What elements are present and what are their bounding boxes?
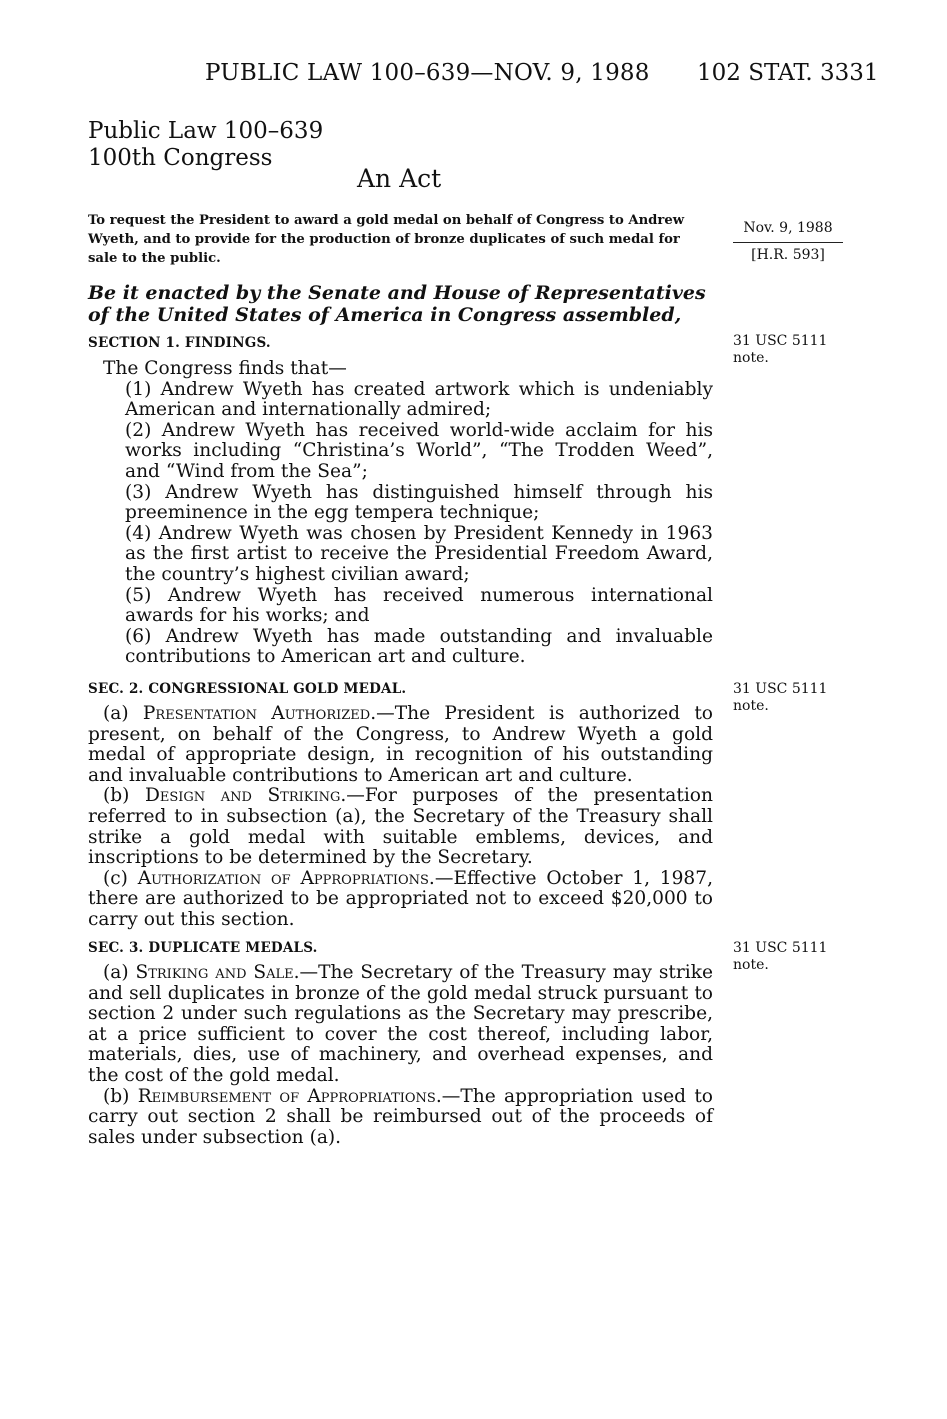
subsection-3b-text: —The appropriation used to carry out section 2 shall be reimbursed out of the proceeds of sales under subsection (a). [88, 1085, 713, 1148]
subsection-2a [88, 704, 713, 786]
section3-heading: SEC. 3. DUPLICATE MEDALS. [88, 940, 318, 956]
subsection-2b-text: —For purposes of the presentation referred to in subsection (a), the Secretary of the Treasury shall strike a gold medal with suitable emblems, devices, and inscriptions to be determined by the Secretary. [88, 785, 713, 869]
congress-number: 100th Congress [88, 145, 273, 171]
subsection-2a-title: Presentation Authorized. [142, 703, 377, 724]
finding-item: (1) Andrew Wyeth has created artwork which is undeniably American and internationally admired; [125, 378, 713, 421]
subsection-2b-title: Design and Striking. [144, 785, 347, 807]
act-purpose: To request the President to award a gold medal on behalf of Congress to Andrew Wyeth, and to provide for the production of bronze duplicates of such medal for sale to the public. [88, 213, 685, 266]
section2-margin-note [733, 681, 853, 715]
subsection-2c-title: Authorization of Appropriations. [137, 867, 435, 889]
finding-item: (6) Andrew Wyeth has made outstanding and invaluable contributions to American art and culture. [125, 625, 713, 668]
subsection-2a-label: (a) [103, 703, 129, 724]
subsection-3b-label: (b) [103, 1085, 130, 1107]
section1-margin-note-suffix: note. [733, 350, 769, 366]
subsection-2c-label: (c) [103, 867, 128, 889]
law-identifier [88, 118, 323, 172]
section3-margin-note-suffix: note. [733, 957, 769, 973]
enactment-date: Nov. 9, 1988 [733, 218, 843, 243]
section1-margin-note-code: 31 USC 5111 [733, 333, 828, 349]
running-head [0, 60, 947, 100]
finding-item: (5) Andrew Wyeth has received numerous international awards for his works; and [125, 584, 713, 627]
section2-body [88, 704, 713, 931]
subsection-3a-title: Striking and Sale. [135, 962, 300, 983]
subsection-2b [88, 786, 713, 868]
section3-margin-note [733, 940, 853, 974]
subsection-2b-label: (b) [103, 785, 130, 807]
section2-margin-note-code: 31 USC 5111 [733, 681, 828, 697]
section1-body [88, 359, 713, 668]
enacting-clause: Be it enacted by the Senate and House of Representatives of the United States of America in Congress assembled, [88, 282, 706, 326]
section1-heading: SECTION 1. FINDINGS. [88, 335, 271, 351]
margin-date-block [733, 218, 843, 265]
subsection-3b-title: Reimbursement of Appropriations. [137, 1085, 442, 1107]
subsection-3a-label: (a) [103, 962, 129, 983]
finding-item: (2) Andrew Wyeth has received world-wide acclaim for his works including “Christina’s World”, “The Trodden Weed”, and “Wind from the Sea”; [125, 419, 713, 482]
section1-intro: The Congress finds that— [103, 358, 347, 379]
finding-item: (4) Andrew Wyeth was chosen by President Kennedy in 1963 as the first artist to receive the Presidential Freedom Award, the country’s highest civilian award; [125, 522, 713, 585]
subsection-2c-text: —Effective October 1, 1987, there are authorized to be appropriated not to exceed $20,000 to carry out this section. [88, 867, 713, 930]
subsection-2a-text: —The President is authorized to present, on behalf of the Congress, to Andrew Wyeth a gold medal of appropriate design, in recognition of his outstanding and invaluable contributions to American art and culture. [88, 703, 713, 786]
act-title: An Act [357, 164, 442, 193]
law-number: Public Law 100–639 [88, 118, 324, 144]
bill-number: [H.R. 593] [751, 247, 825, 263]
statute-page: 102 STAT. 3331 [697, 60, 879, 86]
section3-body [88, 963, 713, 1148]
section1-margin-note [733, 333, 853, 367]
subsection-3a [88, 963, 713, 1087]
section3-margin-note-code: 31 USC 5111 [733, 940, 828, 956]
section2-margin-note-suffix: note. [733, 698, 769, 714]
running-head-title: PUBLIC LAW 100–639—NOV. 9, 1988 [205, 60, 650, 86]
subsection-2c [88, 869, 713, 931]
section2-heading: SEC. 2. CONGRESSIONAL GOLD MEDAL. [88, 681, 407, 697]
subsection-3b [88, 1087, 713, 1149]
finding-item: (3) Andrew Wyeth has distinguished himself through his preeminence in the egg tempera technique; [125, 481, 713, 524]
subsection-3a-text: —The Secretary of the Treasury may strike and sell duplicates in bronze of the gold medal struck pursuant to section 2 under such regulations as the Secretary may prescribe, at a price sufficient to cover the cost thereof, including labor, materials, dies, use of machinery, and overhead expenses, and the cost of the gold medal. [88, 962, 713, 1086]
